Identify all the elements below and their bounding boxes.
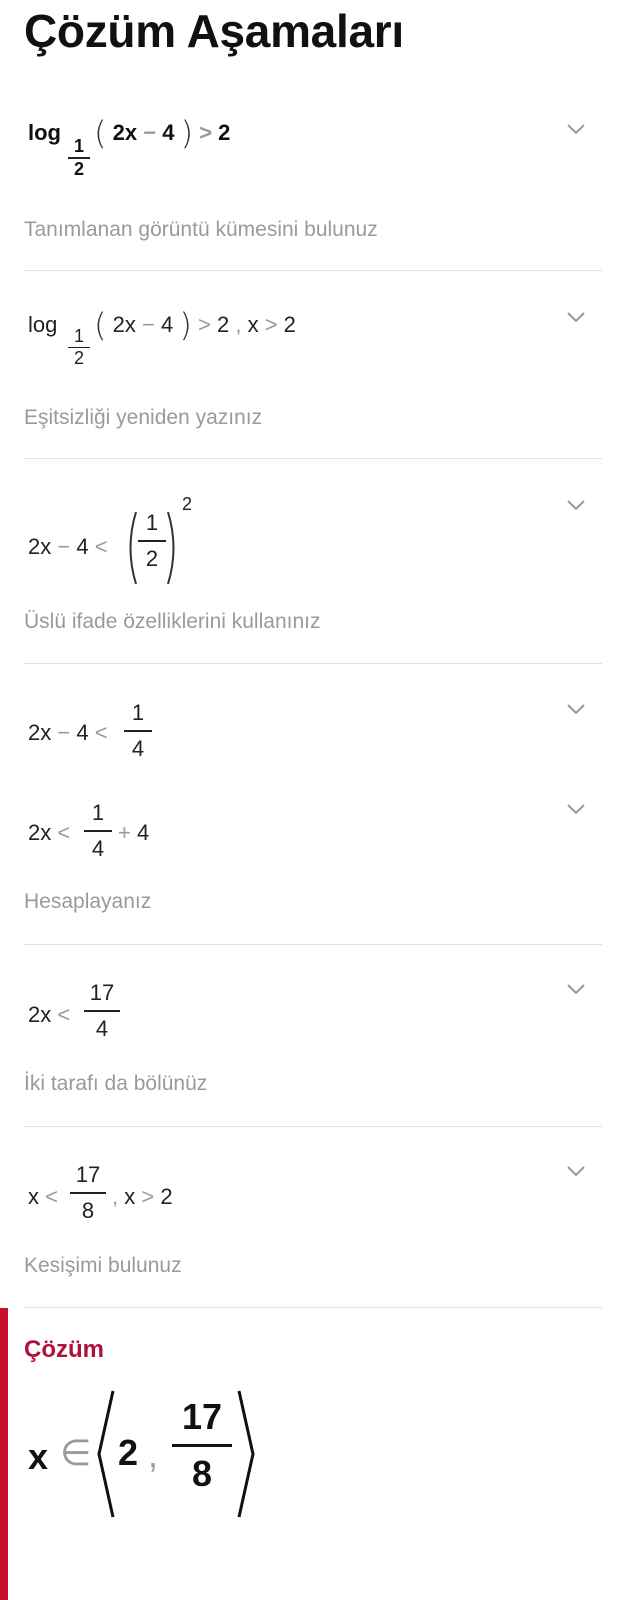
left-angle-bracket — [96, 1388, 116, 1520]
step-7-fraction: 17 8 — [70, 1162, 106, 1224]
step-3-fraction: 1 2 — [138, 510, 166, 572]
divider — [24, 1307, 602, 1308]
step-4[interactable] — [0, 690, 639, 774]
right-angle-bracket — [236, 1388, 256, 1520]
solution-expression: x ∈ 2 , 17 8 — [0, 1380, 639, 1530]
step-7-expression: x < — [28, 1184, 58, 1209]
chevron-down-icon[interactable] — [565, 1160, 587, 1182]
solution-fraction: 17 8 — [172, 1396, 232, 1495]
step-7-description: Kesişimi bulunuz — [24, 1254, 182, 1277]
step-6-fraction: 17 4 — [84, 980, 120, 1042]
step-2-description: Eşitsizliği yeniden yazınız — [24, 406, 263, 429]
divider — [24, 944, 602, 945]
divider — [24, 458, 602, 459]
step-1-expression: log — [28, 120, 61, 145]
step-1[interactable] — [0, 100, 639, 270]
step-4-expression: 2x − 4 < — [28, 720, 108, 745]
step-5-description: Hesaplayanız — [24, 890, 152, 913]
divider — [24, 270, 602, 271]
right-paren — [166, 510, 180, 586]
step-3-exponent: 2 — [182, 494, 193, 514]
step-2-log-base: 1 2 — [68, 326, 90, 369]
chevron-down-icon[interactable] — [565, 798, 587, 820]
step-1-log-base: 1 2 — [68, 136, 90, 180]
step-7[interactable]: x < 17 8 , x > 2 Kesişimi bulunuz — [0, 1152, 639, 1306]
step-5-fraction: 1 4 — [84, 800, 112, 862]
solution-label: Çözüm — [24, 1336, 104, 1363]
step-5-expression: 2x < — [28, 820, 71, 845]
step-2-expression: ( 2x − 4 ) > 2 , x > 2 — [94, 306, 296, 344]
chevron-down-icon[interactable] — [565, 698, 587, 720]
step-6-expression: 2x < — [28, 1002, 71, 1027]
step-1-description: Tanımlanan görüntü kümesini bulunuz — [24, 218, 378, 241]
step-6-description: İki tarafı da bölünüz — [24, 1072, 208, 1095]
step-1-argument: ( 2x − 4 ) > 2 — [94, 114, 231, 152]
step-4-fraction: 1 4 — [124, 700, 152, 762]
step-3[interactable] — [0, 480, 639, 662]
step-2[interactable]: log 1 2 ( 2x − 4 ) > 2 , x > 2 Eşitsizliği yeniden yazınız — [0, 290, 639, 458]
chevron-down-icon[interactable] — [565, 978, 587, 1000]
step-6[interactable] — [0, 970, 639, 1126]
step-5[interactable]: 2x < 1 4 + 4 Hesaplayanız — [0, 790, 639, 940]
left-paren — [124, 510, 138, 586]
divider — [24, 1126, 602, 1127]
chevron-down-icon[interactable] — [565, 494, 587, 516]
chevron-down-icon[interactable] — [565, 306, 587, 328]
page-title: Çözüm Aşamaları — [24, 5, 404, 57]
step-3-description: Üslü ifade özelliklerini kullanınız — [24, 610, 321, 633]
divider — [24, 663, 602, 664]
step-3-expression: 2x − 4 < — [28, 534, 108, 559]
chevron-down-icon[interactable] — [565, 118, 587, 140]
